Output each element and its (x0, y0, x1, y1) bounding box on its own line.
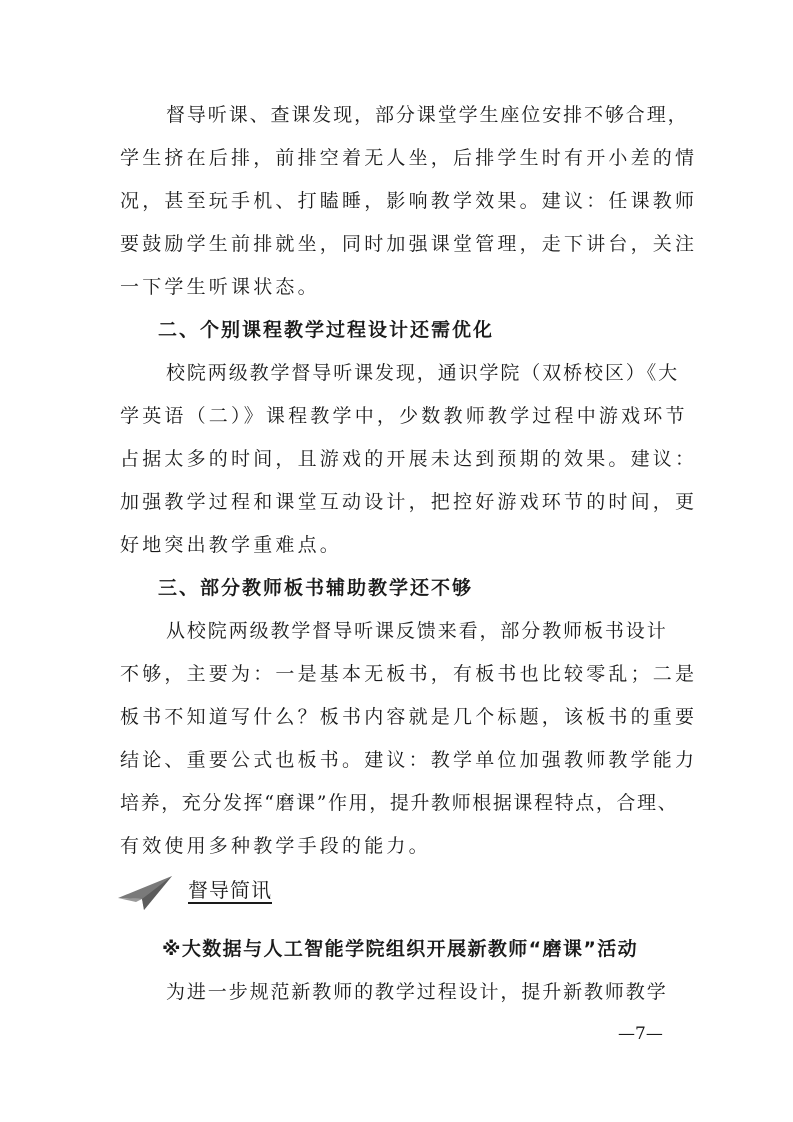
text-line: 好地突出教学重难点。 (120, 534, 343, 556)
text-line: 要鼓励学生前排就坐，同时加强课堂管理，走下讲台，关注 (120, 233, 698, 255)
text-line: 板书不知道写什么？板书内容就是几个标题，该板书的重要 (120, 706, 698, 728)
section-title: 督导简讯 (188, 878, 272, 902)
text-line: 不够，主要为：一是基本无板书，有板书也比较零乱；二是 (120, 663, 698, 685)
text-line: 有效使用多种教学手段的能力。 (120, 835, 431, 857)
text-line: 为进一步规范新教师的教学过程设计，提升新教师教学 (166, 981, 668, 1003)
text-line: 加强教学过程和课堂互动设计，把控好游戏环节的时间，更 (120, 491, 698, 513)
text-line: 培养，充分发挥“磨课”作用，提升教师根据课程特点，合理、 (120, 792, 679, 814)
news-heading: ※大数据与人工智能学院组织开展新教师“磨课”活动 (162, 938, 639, 960)
page-number: —7— (618, 1024, 663, 1044)
text-line: 校院两级教学督导听课发现，通识学院（双桥校区）《大 (166, 362, 680, 384)
text-line: 学英语（二）》课程教学中，少数教师教学过程中游戏环节 (120, 405, 688, 427)
text-line: 一下学生听课状态。 (120, 276, 320, 298)
text-line: 况，甚至玩手机、打瞌睡，影响教学效果。建议：任课教师 (120, 190, 698, 212)
heading-blackboard: 三、部分教师板书辅助教学还不够 (158, 577, 474, 599)
heading-course-design: 二、个别课程教学过程设计还需优化 (158, 319, 495, 341)
text-line: 督导听课、查课发现，部分课堂学生座位安排不够合理， (166, 104, 689, 126)
text-line: 学生挤在后排，前排空着无人坐，后排学生时有开小差的情 (120, 147, 698, 169)
text-line: 从校院两级教学督导听课反馈来看，部分教师板书设计 (166, 620, 668, 642)
paper-plane-icon (118, 876, 172, 910)
text-line: 结论、重要公式也板书。建议：教学单位加强教师教学能力 (120, 749, 698, 771)
text-line: 占据太多的时间，且游戏的开展未达到预期的效果。建议： (120, 448, 698, 470)
